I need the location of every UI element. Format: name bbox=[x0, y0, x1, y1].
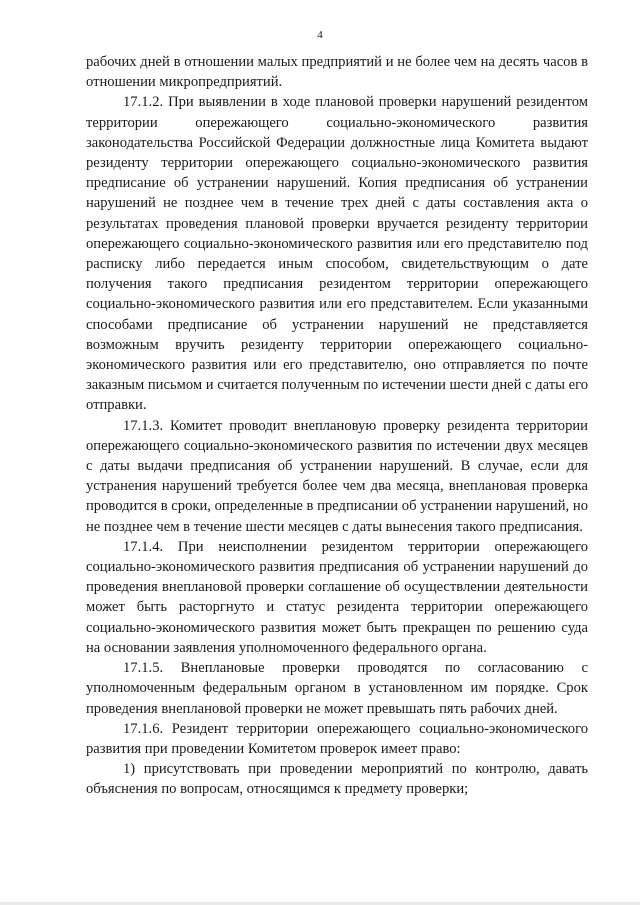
paragraph-17-1-6: 17.1.6. Резидент территории опережающего социально-экономического развития при проведении Комитетом проверок имеет право: bbox=[86, 720, 588, 757]
document-body bbox=[86, 52, 588, 800]
paragraph-17-1-2: 17.1.2. При выявлении в ходе плановой проверки нарушений резидентом территории опережающего социально-экономического развития законодательства Российской Федерации должностные лица Комитета выдают резиденту территории опережающего социально-экономического развития предписание об устранении нарушений. Копия предписания об устранении нарушений не позднее чем в течение трех дней с даты составления акта о результатах проведения плановой проверки вручается резиденту территории опережающего социально-экономического развития или его представителю под расписку либо передается иным способом, свидетельствующим о дате получения такого предписания резидентом территории опережающего социально-экономического развития или его представителем. Если указанными способами предписание об устранении нарушений не представляется возможным вручить резиденту территории опережающего социально-экономического развития или его представителю, оно отправляется по почте заказным письмом и считается полученным по истечении шести дней с даты его отправки. bbox=[86, 94, 588, 414]
paragraph-17-1-5: 17.1.5. Внеплановые проверки проводятся по согласованию с уполномоченным федеральным органом в установленном им порядке. Срок проведения внеплановой проверки не может превышать пять рабочих дней. bbox=[86, 660, 588, 717]
page-number: 4 bbox=[317, 29, 323, 41]
list-item-1: 1) присутствовать при проведении мероприятий по контролю, давать объяснения по вопросам, относящимся к предмету проверки; bbox=[86, 761, 588, 798]
paragraph-17-1-4: 17.1.4. При неисполнении резидентом территории опережающего социально-экономического развития предписания об устранении нарушений до проведения внеплановой проверки соглашение об осуществлении деятельности может быть расторгнуто и статус резидента территории опережающего социально-экономического развития может быть прекращен по решению суда на основании заявления уполномоченного федерального органа. bbox=[86, 538, 588, 656]
paragraph-17-1-3: 17.1.3. Комитет проводит внеплановую проверку резидента территории опережающего социально-экономического развития по истечении двух месяцев с даты выдачи предписания об устранении нарушений. В случае, если для устранения нарушений требуется более чем два месяца, внеплановая проверка проводится в сроки, определенные в предписании об устранении нарушений, но не позднее чем в течение шести месяцев с даты вынесения такого предписания. bbox=[86, 417, 588, 535]
paragraph-continuation: рабочих дней в отношении малых предприятий и не более чем на десять часов в отношении микропредприятий. bbox=[86, 54, 588, 91]
